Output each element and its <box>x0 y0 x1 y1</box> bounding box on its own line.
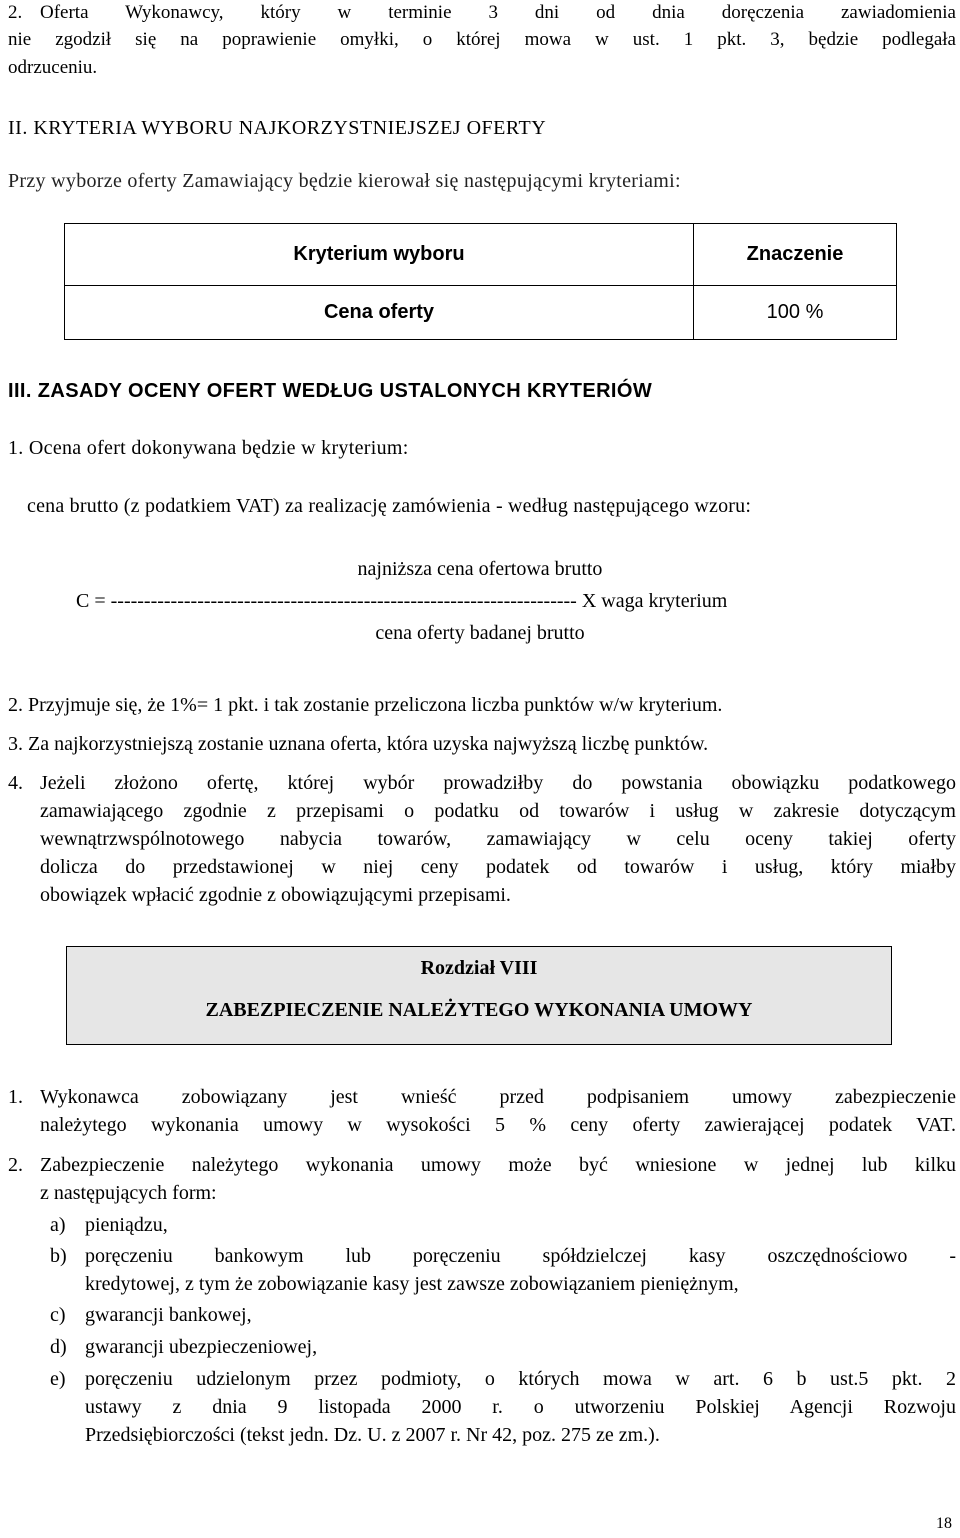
subitem-line: pieniądzu, <box>85 1214 168 1236</box>
table-header-weight: Znaczenie <box>694 224 897 286</box>
list-item: 3. Za najkorzystniejszą zostanie uznana oferta, która uzyska najwyższą liczbę punktów. <box>8 733 709 755</box>
subitem-letter: c) <box>50 1304 66 1326</box>
list-item: 1. Ocena ofert dokonywana będzie w kryterium: <box>8 437 409 459</box>
subitem-letter: a) <box>50 1214 66 1236</box>
page-number: 18 <box>936 1515 952 1532</box>
item-number: 2. <box>8 2 23 23</box>
chapter-heading-box <box>66 946 892 1045</box>
paragraph-line: Jeżeli złożono ofertę, której wybór prowadziłby do powstania obowiązku podatkowego <box>40 772 956 794</box>
section-heading: II. KRYTERIA WYBORU NAJKORZYSTNIEJSZEJ OFERTY <box>8 117 547 139</box>
paragraph-line: Wykonawca zobowiązany jest wnieść przed podpisaniem umowy zabezpieczenie <box>40 1086 956 1108</box>
paragraph-line: obowiązek wpłacić zgodnie z obowiązującymi przepisami. <box>40 884 511 906</box>
subitem-line: poręczeniu udzielonym przez podmioty, o których mowa w art. 6 b ust.5 pkt. 2 <box>85 1368 956 1390</box>
formula-numerator: najniższa cena ofertowa brutto <box>357 558 603 580</box>
table-cell-criterion: Cena oferty <box>65 286 694 340</box>
chapter-subtitle: ZABEZPIECZENIE NALEŻYTEGO WYKONANIA UMOWY <box>205 999 753 1021</box>
paragraph-line: z następujących form: <box>40 1182 217 1204</box>
chapter-title: Rozdział VIII <box>420 957 538 979</box>
paragraph-line: dolicza do przedstawionej w niej ceny podatek od towarów i usług, który miałby <box>40 856 956 878</box>
list-item: 2. Przyjmuje się, że 1%= 1 pkt. i tak zostanie przeliczona liczba punktów w/w kryterium. <box>8 694 723 716</box>
table-cell-weight: 100 % <box>694 286 897 340</box>
item-number: 2. <box>8 1154 23 1176</box>
section-heading: III. ZASADY OCENY OFERT WEDŁUG USTALONYCH KRYTERIÓW <box>8 380 653 402</box>
section-intro: Przy wyborze oferty Zamawiający będzie kierował się następującymi kryteriami: <box>8 170 681 192</box>
paragraph-line: należytego wykonania umowy w wysokości 5 % ceny oferty zawierającej podatek VAT. <box>40 1114 956 1136</box>
item-number: 1. <box>8 1086 23 1108</box>
paragraph-line: wewnątrzwspólnotowego nabycia towarów, zamawiający w celu oceny takiej oferty <box>40 828 956 850</box>
subitem-line: Przedsiębiorczości (tekst jedn. Dz. U. z 2007 r. Nr 42, poz. 275 ze zm.). <box>85 1424 660 1446</box>
table-header-criterion: Kryterium wyboru <box>65 224 694 286</box>
paragraph-line: zamawiającego zgodnie z przepisami o podatku od towarów i usług w zakresie dotyczącym <box>40 800 956 822</box>
item-number: 4. <box>8 772 23 794</box>
paragraph-line: odrzuceniu. <box>8 57 98 78</box>
subitem-line: poręczeniu bankowym lub poręczeniu spółdzielczej kasy oszczędnościowo - <box>85 1245 956 1267</box>
formula-denominator: cena oferty badanej brutto <box>375 622 585 644</box>
subitem-letter: b) <box>50 1245 67 1267</box>
subitem-letter: e) <box>50 1368 66 1390</box>
criteria-table <box>64 223 897 340</box>
paragraph-line: Zabezpieczenie należytego wykonania umowy może być wniesione w jednej lub kilku <box>40 1154 956 1176</box>
subitem-line: gwarancji ubezpieczeniowej, <box>85 1336 318 1358</box>
subitem-line: ustawy z dnia 9 listopada 2000 r. o utworzeniu Polskiej Agencji Rozwoju <box>85 1396 956 1418</box>
formula-intro: cena brutto (z podatkiem VAT) za realizację zamówienia - według następującego wzoru: <box>27 495 752 517</box>
subitem-letter: d) <box>50 1336 67 1358</box>
subitem-line: gwarancji bankowej, <box>85 1304 252 1326</box>
subitem-line: kredytowej, z tym że zobowiązanie kasy jest zawsze zobowiązaniem pieniężnym, <box>85 1273 739 1295</box>
paragraph-line: Oferta Wykonawcy, który w terminie 3 dni od dnia doręczenia zawiadomienia <box>40 2 956 23</box>
paragraph-line: nie zgodził się na poprawienie omyłki, o której mowa w ust. 1 pkt. 3, będzie podlegała <box>8 29 956 50</box>
formula-line: C = ---------------------------------------------------------------------- X waga kryterium <box>76 590 728 612</box>
